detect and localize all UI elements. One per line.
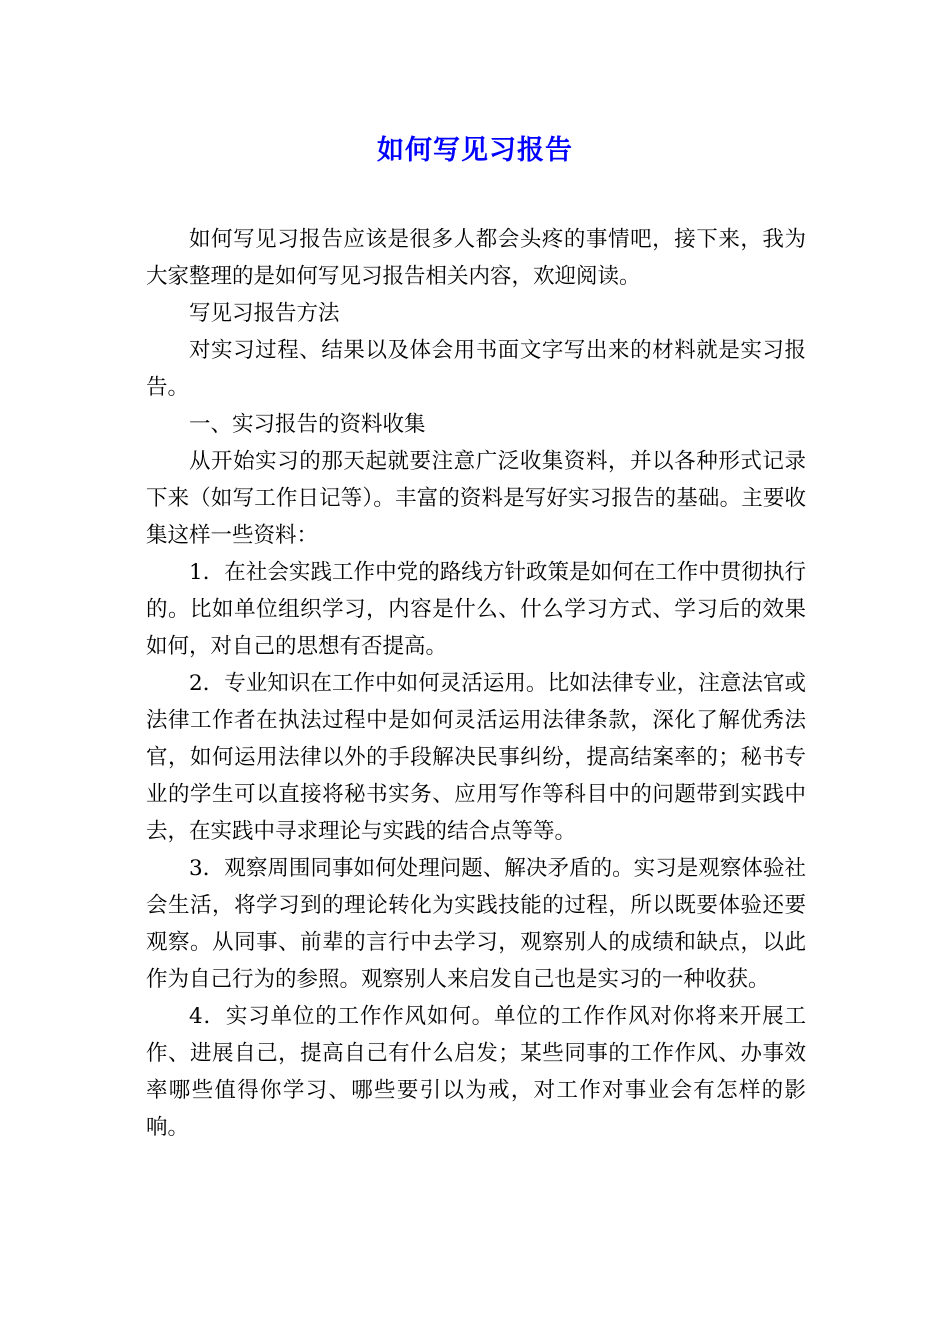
document-title: 如何写见习报告 xyxy=(377,135,573,166)
paragraph-section-heading: 一、实习报告的资料收集 xyxy=(189,412,426,437)
paragraph-item-2: 2．专业知识在工作中如何灵活运用。比如法律专业，注意法官或法律工作者在执法过程中是如何灵活运用法律条款，深化了解优秀法官，如何运用法律以外的手段解决民事纠纷，提高结案率的；秘书专业的学生可以直接将秘书实务、应用写作等科目中的问题带到实践中去，在实践中寻求理论与实践的结合点等等。 xyxy=(146,671,806,844)
paragraph-intro: 如何写见习报告应该是很多人都会头疼的事情吧，接下来，我为大家整理的是如何写见习报告相关内容，欢迎阅读。 xyxy=(146,227,806,289)
paragraph-item-4: 4．实习单位的工作作风如何。单位的工作作风对你将来开展工作、进展自己，提高自己有什么启发；某些同事的工作作风、办事效率哪些值得你学习、哪些要引以为戒，对工作对事业会有怎样的影响。 xyxy=(146,1004,806,1140)
paragraph-method-heading: 写见习报告方法 xyxy=(189,301,340,326)
paragraph-item-1: 1．在社会实践工作中党的路线方针政策是如何在工作中贯彻执行的。比如单位组织学习，内容是什么、什么学习方式、学习后的效果如何，对自己的思想有否提高。 xyxy=(146,560,806,659)
paragraph-definition: 对实习过程、结果以及体会用书面文字写出来的材料就是实习报告。 xyxy=(146,338,806,400)
paragraph-item-3: 3．观察周围同事如何处理问题、解决矛盾的。实习是观察体验社会生活，将学习到的理论转化为实践技能的过程，所以既要体验还要观察。从同事、前辈的言行中去学习，观察别人的成绩和缺点，以此作为自己行为的参照。观察别人来启发自己也是实习的一种收获。 xyxy=(146,856,806,992)
paragraph-collection: 从开始实习的那天起就要注意广泛收集资料，并以各种形式记录下来（如写工作日记等）。丰富的资料是写好实习报告的基础。主要收集这样一些资料： xyxy=(146,449,806,548)
document-body xyxy=(146,221,806,1146)
